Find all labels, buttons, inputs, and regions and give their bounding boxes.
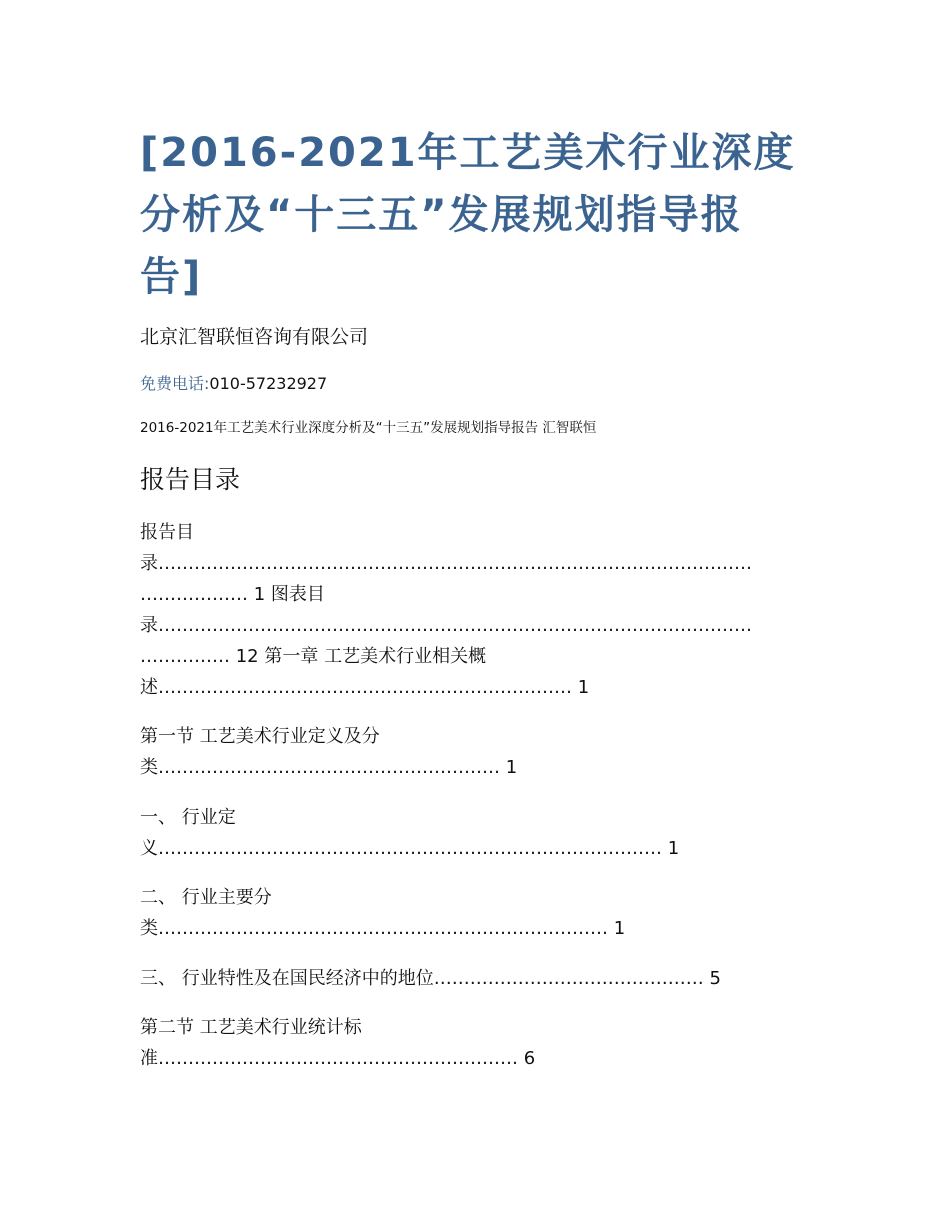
toc-line: 义………………………………………………………………………… 1 — [140, 838, 680, 859]
toc-line: 准…………………………………………………… 6 — [140, 1048, 536, 1069]
title-line-1: [2016-2021年工艺美术行业深度 — [140, 130, 796, 176]
toc-line: ……………… 1 图表目 — [140, 584, 325, 605]
report-title — [140, 122, 820, 308]
report-subtitle: 2016-2021年工艺美术行业深度分析及“十三五”发展规划指导报告 汇智联恒 — [140, 420, 597, 436]
phone-number: 010-57232927 — [209, 374, 328, 393]
toc-line: 二、 行业主要分 — [140, 887, 272, 908]
toc-line: 类………………………………………………… 1 — [140, 757, 518, 778]
toc-line: 录……………………………………………………………………………………… — [140, 615, 752, 636]
company-name: 北京汇智联恒咨询有限公司 — [140, 326, 369, 348]
toc-heading: 报告目录 — [140, 465, 241, 494]
toc-line: 三、 行业特性及在国民经济中的地位……………………………………… 5 — [140, 968, 721, 989]
title-line-3: 告] — [140, 254, 203, 300]
toc-line: 录……………………………………………………………………………………… — [140, 553, 752, 574]
toc-line: 类………………………………………………………………… 1 — [140, 918, 626, 939]
toc-line: 报告目 — [140, 522, 194, 543]
toc-line: 述…………………………………………………………… 1 — [140, 677, 590, 698]
toc-line: 一、 行业定 — [140, 807, 236, 828]
toc-line: 第二节 工艺美术行业统计标 — [140, 1017, 362, 1038]
title-line-2: 分析及“十三五”发展规划指导报 — [140, 192, 743, 238]
phone-label: 免费电话: — [140, 374, 210, 393]
phone-line — [140, 371, 327, 394]
toc-line: …………… 12 第一章 工艺美术行业相关概 — [140, 646, 487, 667]
toc-line: 第一节 工艺美术行业定义及分 — [140, 726, 380, 747]
